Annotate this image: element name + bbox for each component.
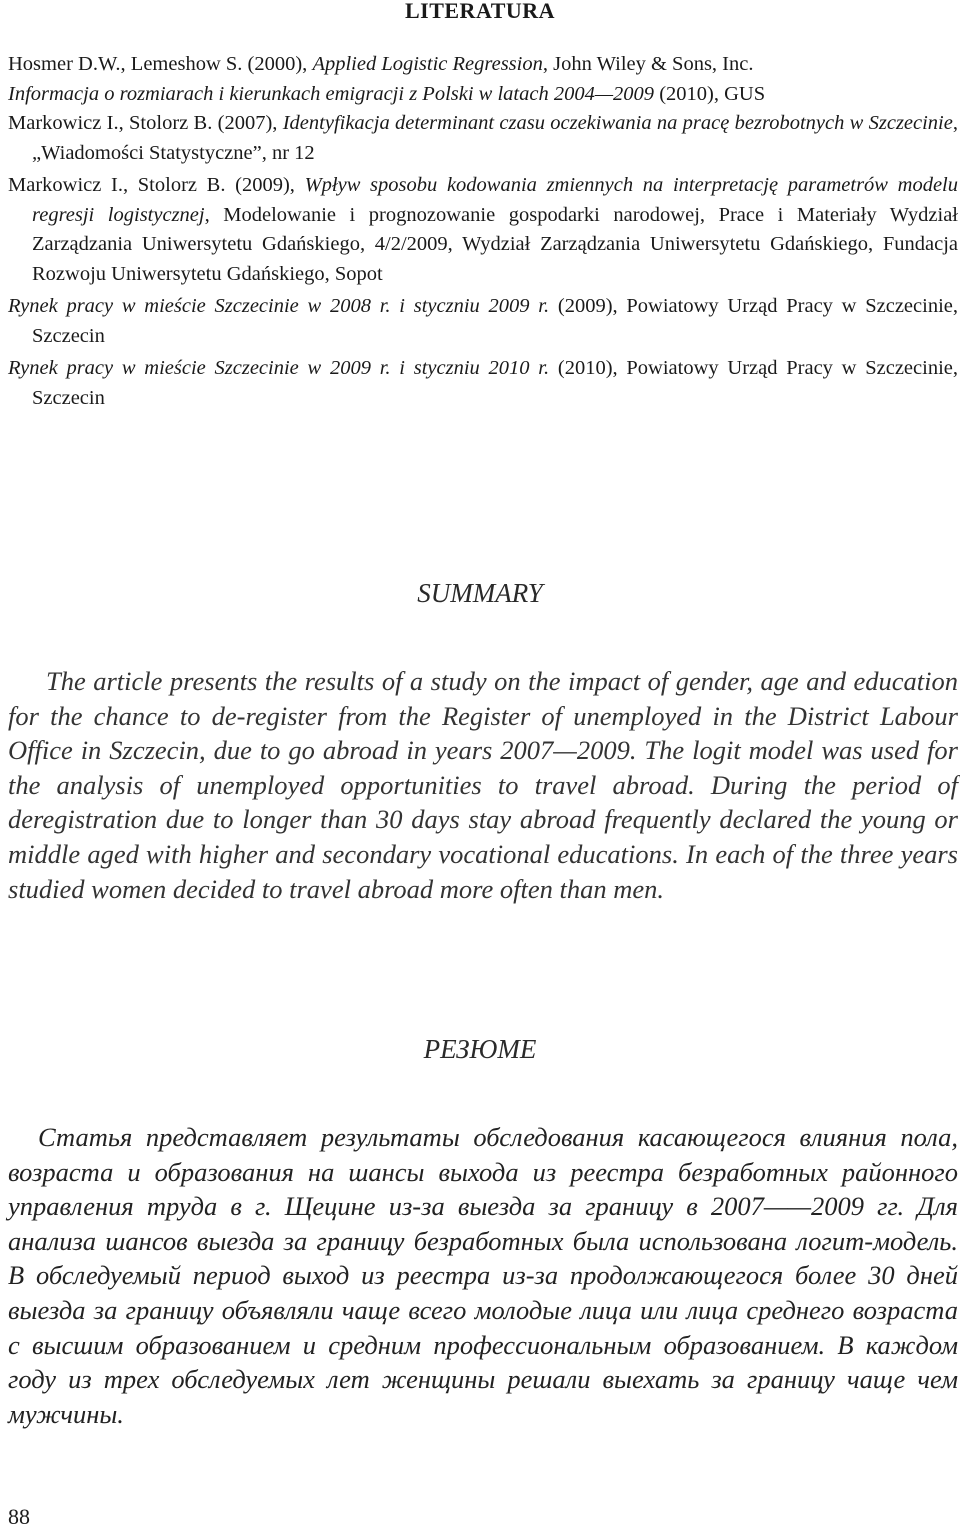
reference-title: Wpływ sposobu kodowania zmiennych na interpretację parametrów modelu regresji logistycznej — [32, 174, 958, 226]
resume-heading: РЕЗЮМЕ — [423, 1034, 537, 1064]
reference-authors: Hosmer D.W., Lemeshow S. (2000), — [8, 53, 313, 75]
reference-details: (2010), GUS — [654, 82, 766, 105]
reference-entry — [8, 50, 958, 80]
reference-title: Informacja o rozmiarach i kierunkach emigracji z Polski w latach 2004—2009 — [8, 82, 655, 105]
reference-entry — [8, 354, 958, 413]
reference-details: (2010), Powiatowy Urząd Pracy w Szczecinie, Szczecin — [32, 357, 958, 409]
reference-details: , Modelowanie i prognozowanie gospodarki narodowej, Prace i Materiały Wydział Zarządzania Uniwersytetu Gdańskiego, 4/2/2009, Wydział Zarządzania Uniwersytetu Gdańskiego, Fundacja Rozwoju Uniwersytetu Gdańskiego, Sopot — [32, 203, 958, 285]
reference-title: Identyfikacja determinant czasu oczekiwania na pracę bezrobotnych w Szczecinie — [282, 112, 953, 134]
reference-entry — [8, 109, 958, 168]
reference-authors: Markowicz I., Stolorz B. (2009), — [8, 174, 305, 196]
summary-body: The article presents the results of a study on the impact of gender, age and education for the chance to de-register from the Register of unemployed in the District Labour Office in Szczecin, due to go abroad in years 2007—2009. The logit model was used for the analysis of unemployed opportunities to travel abroad. During the period of deregistration due to longer than 30 days stay abroad frequently declared the young or middle aged with higher and secondary vocational educations. In each of the three years studied women decided to travel abroad more often than men. — [8, 666, 958, 904]
reference-entry — [8, 80, 958, 110]
reference-list — [8, 50, 958, 413]
resume-body: Статья представляет результаты обследования касающегося влияния пола, возраста и образования на шансы выхода из реестра безработных районного управления труда в г. Щецине из-за выезда за границу в 2007——2009 гг. Для анализа шансов выезда за границу безработных была использована логит-модель. В обследуемый период выход из реестра из-за продолжающегося более 30 дней выезда за границу объявляли чаще всего молодые лица или лица среднего возраста с высшим образованием и средним профессиональным образованием. В каждом году из трех обследуемых лет женщины решали выехать за границу чаще чем мужчины. — [8, 1122, 958, 1429]
reference-details: , „Wiadomości Statystyczne”, nr 12 — [32, 112, 958, 164]
reference-entry — [8, 171, 958, 289]
summary-heading: SUMMARY — [417, 578, 543, 608]
reference-title: Rynek pracy w mieście Szczecinie w 2008 r. i styczniu 2009 r. — [8, 295, 550, 317]
reference-details: , John Wiley & Sons, Inc. — [542, 53, 754, 75]
reference-entry — [8, 292, 958, 351]
literature-heading: LITERATURA — [404, 0, 556, 23]
reference-title: Rynek pracy w mieście Szczecinie w 2009 r. i styczniu 2010 r. — [8, 357, 550, 379]
reference-authors: Markowicz I., Stolorz B. (2007), — [8, 112, 283, 134]
reference-title: Applied Logistic Regression — [312, 53, 543, 75]
reference-details: (2009), Powiatowy Urząd Pracy w Szczecinie, Szczecin — [32, 295, 958, 347]
page-number: 88 — [8, 1504, 30, 1529]
